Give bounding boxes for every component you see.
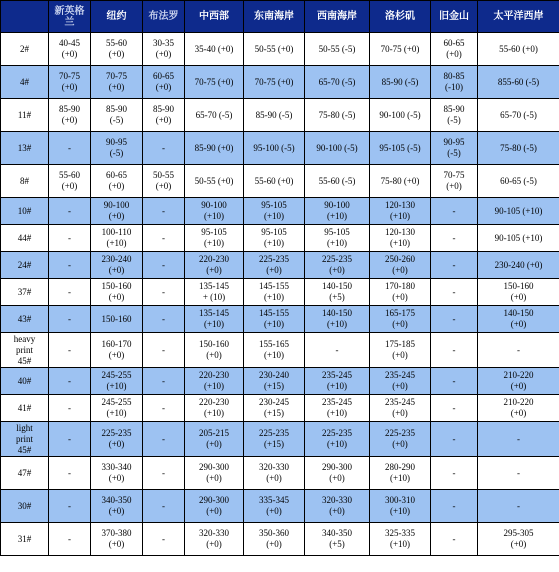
table-row (1, 333, 559, 368)
price-cell: 70-75 (+0) (49, 66, 91, 99)
price-cell: 150-160 (+0) (185, 333, 244, 368)
price-cell: 220-230 (+0) (185, 252, 244, 279)
header-cell-los-angeles: 洛杉矶 (370, 1, 431, 33)
price-cell: 350-360 (+0) (244, 523, 305, 556)
price-cell: 235-245 (+10) (305, 395, 370, 422)
price-cell: - (431, 252, 478, 279)
price-cell: - (49, 490, 91, 523)
grade-cell: light print 45# (1, 422, 49, 457)
price-cell: 210-220 (+0) (478, 395, 559, 422)
price-cell: 330-340 (+0) (91, 457, 143, 490)
price-cell: 290-300 (+0) (185, 457, 244, 490)
grade-cell: 40# (1, 368, 49, 395)
price-cell: 50-55 (+0) (185, 165, 244, 198)
header-cell-southeast-coast: 东南海岸 (244, 1, 305, 33)
table-row (1, 99, 559, 132)
price-cell: - (49, 252, 91, 279)
price-cell: - (49, 422, 91, 457)
price-cell: 230-245 (+15) (244, 395, 305, 422)
price-cell: 175-185 (+0) (370, 333, 431, 368)
table-row (1, 422, 559, 457)
price-cell: 145-155 (+10) (244, 306, 305, 333)
price-cell: 140-150 (+5) (305, 279, 370, 306)
grade-cell: 24# (1, 252, 49, 279)
grade-cell: 2# (1, 33, 49, 66)
price-cell: 90-105 (+10) (478, 225, 559, 252)
price-cell: - (143, 306, 185, 333)
price-cell: 235-245 (+0) (370, 368, 431, 395)
price-cell: 60-65 (+0) (143, 66, 185, 99)
header-cell-new-england: 新英格兰 (49, 1, 91, 33)
price-cell: 95-100 (-5) (244, 132, 305, 165)
grade-cell: 47# (1, 457, 49, 490)
price-cell: - (478, 457, 559, 490)
price-cell: 90-100 (+10) (305, 198, 370, 225)
price-cell: 235-245 (+10) (305, 368, 370, 395)
price-cell: - (431, 368, 478, 395)
price-cell: 210-220 (+0) (478, 368, 559, 395)
table-row (1, 490, 559, 523)
table-row (1, 368, 559, 395)
price-cell: 95-105 (+10) (244, 225, 305, 252)
price-cell: 340-350 (+0) (91, 490, 143, 523)
price-cell: 855-60 (-5) (478, 66, 559, 99)
price-cell: - (305, 333, 370, 368)
price-cell: 90-105 (+10) (478, 198, 559, 225)
price-cell: 230-240 (+0) (478, 252, 559, 279)
price-cell: 220-230 (+10) (185, 368, 244, 395)
price-cell: 85-90 (-5) (244, 99, 305, 132)
price-cell: - (143, 368, 185, 395)
grade-cell: 43# (1, 306, 49, 333)
price-cell: - (431, 198, 478, 225)
header-cell-san-francisco: 旧金山 (431, 1, 478, 33)
price-cell: 225-235 (+10) (305, 422, 370, 457)
grade-cell: 4# (1, 66, 49, 99)
price-cell: 150-160 (91, 306, 143, 333)
price-cell: - (431, 490, 478, 523)
grade-cell: 11# (1, 99, 49, 132)
grade-cell: 10# (1, 198, 49, 225)
price-cell: 90-95 (-5) (91, 132, 143, 165)
price-cell: - (431, 279, 478, 306)
price-cell: 135-145 (+10) (185, 306, 244, 333)
table-row (1, 395, 559, 422)
price-cell: 280-290 (+10) (370, 457, 431, 490)
price-cell: - (143, 132, 185, 165)
price-cell: 370-380 (+0) (91, 523, 143, 556)
price-cell: 90-95 (-5) (431, 132, 478, 165)
price-cell: - (49, 395, 91, 422)
price-cell: - (143, 252, 185, 279)
price-cell: - (431, 523, 478, 556)
header-cell-southwest-coast: 西南海岸 (305, 1, 370, 33)
table-row (1, 252, 559, 279)
price-cell: 290-300 (+0) (305, 457, 370, 490)
price-cell: 90-100 (-5) (305, 132, 370, 165)
price-cell: - (49, 523, 91, 556)
price-cell: 85-90 (-5) (91, 99, 143, 132)
price-cell: 205-215 (+0) (185, 422, 244, 457)
price-cell: 225-235 (+0) (244, 252, 305, 279)
price-cell: 75-80 (-5) (478, 132, 559, 165)
price-cell: - (143, 457, 185, 490)
grade-cell: 41# (1, 395, 49, 422)
price-cell: - (431, 422, 478, 457)
price-cell: 55-60 (+0) (91, 33, 143, 66)
header-cell-buffalo: 布法罗 (143, 1, 185, 33)
header-cell-new-york: 纽约 (91, 1, 143, 33)
price-cell: 140-150 (+10) (305, 306, 370, 333)
grade-cell: 30# (1, 490, 49, 523)
price-cell: - (478, 490, 559, 523)
price-cell: 160-170 (+0) (91, 333, 143, 368)
price-cell: 55-60 (+0) (244, 165, 305, 198)
price-cell: 65-70 (-5) (185, 99, 244, 132)
price-cell: - (478, 333, 559, 368)
price-cell: 300-310 (+10) (370, 490, 431, 523)
price-cell: 145-155 (+10) (244, 279, 305, 306)
price-cell: - (143, 225, 185, 252)
price-cell: 220-230 (+10) (185, 395, 244, 422)
price-cell: 70-75 (+0) (244, 66, 305, 99)
price-cell: 70-75 (+0) (185, 66, 244, 99)
price-cell: - (49, 279, 91, 306)
price-cell: 135-145 + (10) (185, 279, 244, 306)
price-cell: - (143, 490, 185, 523)
price-cell: 50-55 (-5) (305, 33, 370, 66)
price-cell: 50-55 (+0) (143, 165, 185, 198)
price-cell: 65-70 (-5) (478, 99, 559, 132)
price-cell: 95-105 (+10) (305, 225, 370, 252)
price-cell: 140-150 (+0) (478, 306, 559, 333)
price-cell: 30-35 (+0) (143, 33, 185, 66)
grade-cell: 31# (1, 523, 49, 556)
price-cell: - (431, 306, 478, 333)
price-cell: 40-45 (+0) (49, 33, 91, 66)
price-cell: - (143, 333, 185, 368)
header-row (1, 1, 559, 33)
price-cell: 65-70 (-5) (305, 66, 370, 99)
price-cell: 90-100 (+10) (185, 198, 244, 225)
price-cell: 230-240 (+15) (244, 368, 305, 395)
price-cell: 60-65 (+0) (91, 165, 143, 198)
price-cell: - (143, 422, 185, 457)
grade-cell: 8# (1, 165, 49, 198)
price-cell: 60-65 (-5) (478, 165, 559, 198)
price-cell: 225-235 (+0) (91, 422, 143, 457)
price-cell: 150-160 (+0) (478, 279, 559, 306)
price-cell: 320-330 (+0) (305, 490, 370, 523)
table-row (1, 306, 559, 333)
table-row (1, 33, 559, 66)
price-cell: 340-350 (+5) (305, 523, 370, 556)
grade-cell: 37# (1, 279, 49, 306)
price-cell: - (431, 395, 478, 422)
price-cell: - (49, 225, 91, 252)
price-cell: 245-255 (+10) (91, 395, 143, 422)
price-cell: 55-60 (+0) (478, 33, 559, 66)
price-cell: - (143, 279, 185, 306)
price-cell: 295-305 (+0) (478, 523, 559, 556)
price-cell: 250-260 (+0) (370, 252, 431, 279)
price-cell: 170-180 (+0) (370, 279, 431, 306)
table-row (1, 225, 559, 252)
price-cell: 55-60 (+0) (49, 165, 91, 198)
price-cell: 70-75 (+0) (431, 165, 478, 198)
price-cell: 35-40 (+0) (185, 33, 244, 66)
price-cell: 100-110 (+10) (91, 225, 143, 252)
price-cell: 290-300 (+0) (185, 490, 244, 523)
price-cell: 155-165 (+10) (244, 333, 305, 368)
price-cell: 90-100 (+0) (91, 198, 143, 225)
price-cell: - (431, 225, 478, 252)
table-row (1, 66, 559, 99)
table-row (1, 279, 559, 306)
price-cell: 120-130 (+10) (370, 198, 431, 225)
price-cell: 80-85 (-10) (431, 66, 478, 99)
grade-cell: 44# (1, 225, 49, 252)
price-cell: 55-60 (-5) (305, 165, 370, 198)
price-cell: 335-345 (+0) (244, 490, 305, 523)
header-cell-grade (1, 1, 49, 33)
price-cell: 320-330 (+0) (185, 523, 244, 556)
table-row (1, 198, 559, 225)
price-cell: 70-75 (+0) (91, 66, 143, 99)
price-cell: - (143, 395, 185, 422)
price-cell: - (49, 333, 91, 368)
price-cell: 225-235 (+0) (305, 252, 370, 279)
price-cell: 230-240 (+0) (91, 252, 143, 279)
price-cell: 85-90 (+0) (143, 99, 185, 132)
price-cell: 165-175 (+0) (370, 306, 431, 333)
header-cell-midwest: 中西部 (185, 1, 244, 33)
price-cell: 120-130 (+10) (370, 225, 431, 252)
price-cell: 85-90 (+0) (185, 132, 244, 165)
price-cell: - (49, 132, 91, 165)
price-cell: 235-245 (+0) (370, 395, 431, 422)
price-cell: - (49, 368, 91, 395)
price-cell: 85-90 (-5) (370, 66, 431, 99)
price-cell: 50-55 (+0) (244, 33, 305, 66)
price-cell: - (478, 422, 559, 457)
price-cell: 225-235 (+15) (244, 422, 305, 457)
table-row (1, 523, 559, 556)
table-row (1, 165, 559, 198)
price-cell: 95-105 (-5) (370, 132, 431, 165)
price-cell: - (431, 457, 478, 490)
table-row (1, 457, 559, 490)
price-cell: - (49, 198, 91, 225)
grade-cell: heavy print 45# (1, 333, 49, 368)
price-cell: - (143, 523, 185, 556)
price-cell: 95-105 (+10) (244, 198, 305, 225)
price-cell: - (143, 198, 185, 225)
price-cell: 85-90 (+0) (49, 99, 91, 132)
price-cell: - (49, 457, 91, 490)
price-cell: - (49, 306, 91, 333)
price-cell: 225-235 (+0) (370, 422, 431, 457)
grade-cell: 13# (1, 132, 49, 165)
price-cell: 150-160 (+0) (91, 279, 143, 306)
price-cell: 325-335 (+10) (370, 523, 431, 556)
header-cell-pacific-northwest: 太平洋西岸 (478, 1, 559, 33)
price-cell: 95-105 (+10) (185, 225, 244, 252)
price-cell: 60-65 (+0) (431, 33, 478, 66)
price-cell: 90-100 (-5) (370, 99, 431, 132)
price-cell: 245-255 (+10) (91, 368, 143, 395)
price-cell: 320-330 (+0) (244, 457, 305, 490)
price-cell: 85-90 (-5) (431, 99, 478, 132)
price-cell: - (431, 333, 478, 368)
price-cell: 75-80 (+0) (370, 165, 431, 198)
table-row (1, 132, 559, 165)
price-cell: 75-80 (-5) (305, 99, 370, 132)
price-cell: 70-75 (+0) (370, 33, 431, 66)
